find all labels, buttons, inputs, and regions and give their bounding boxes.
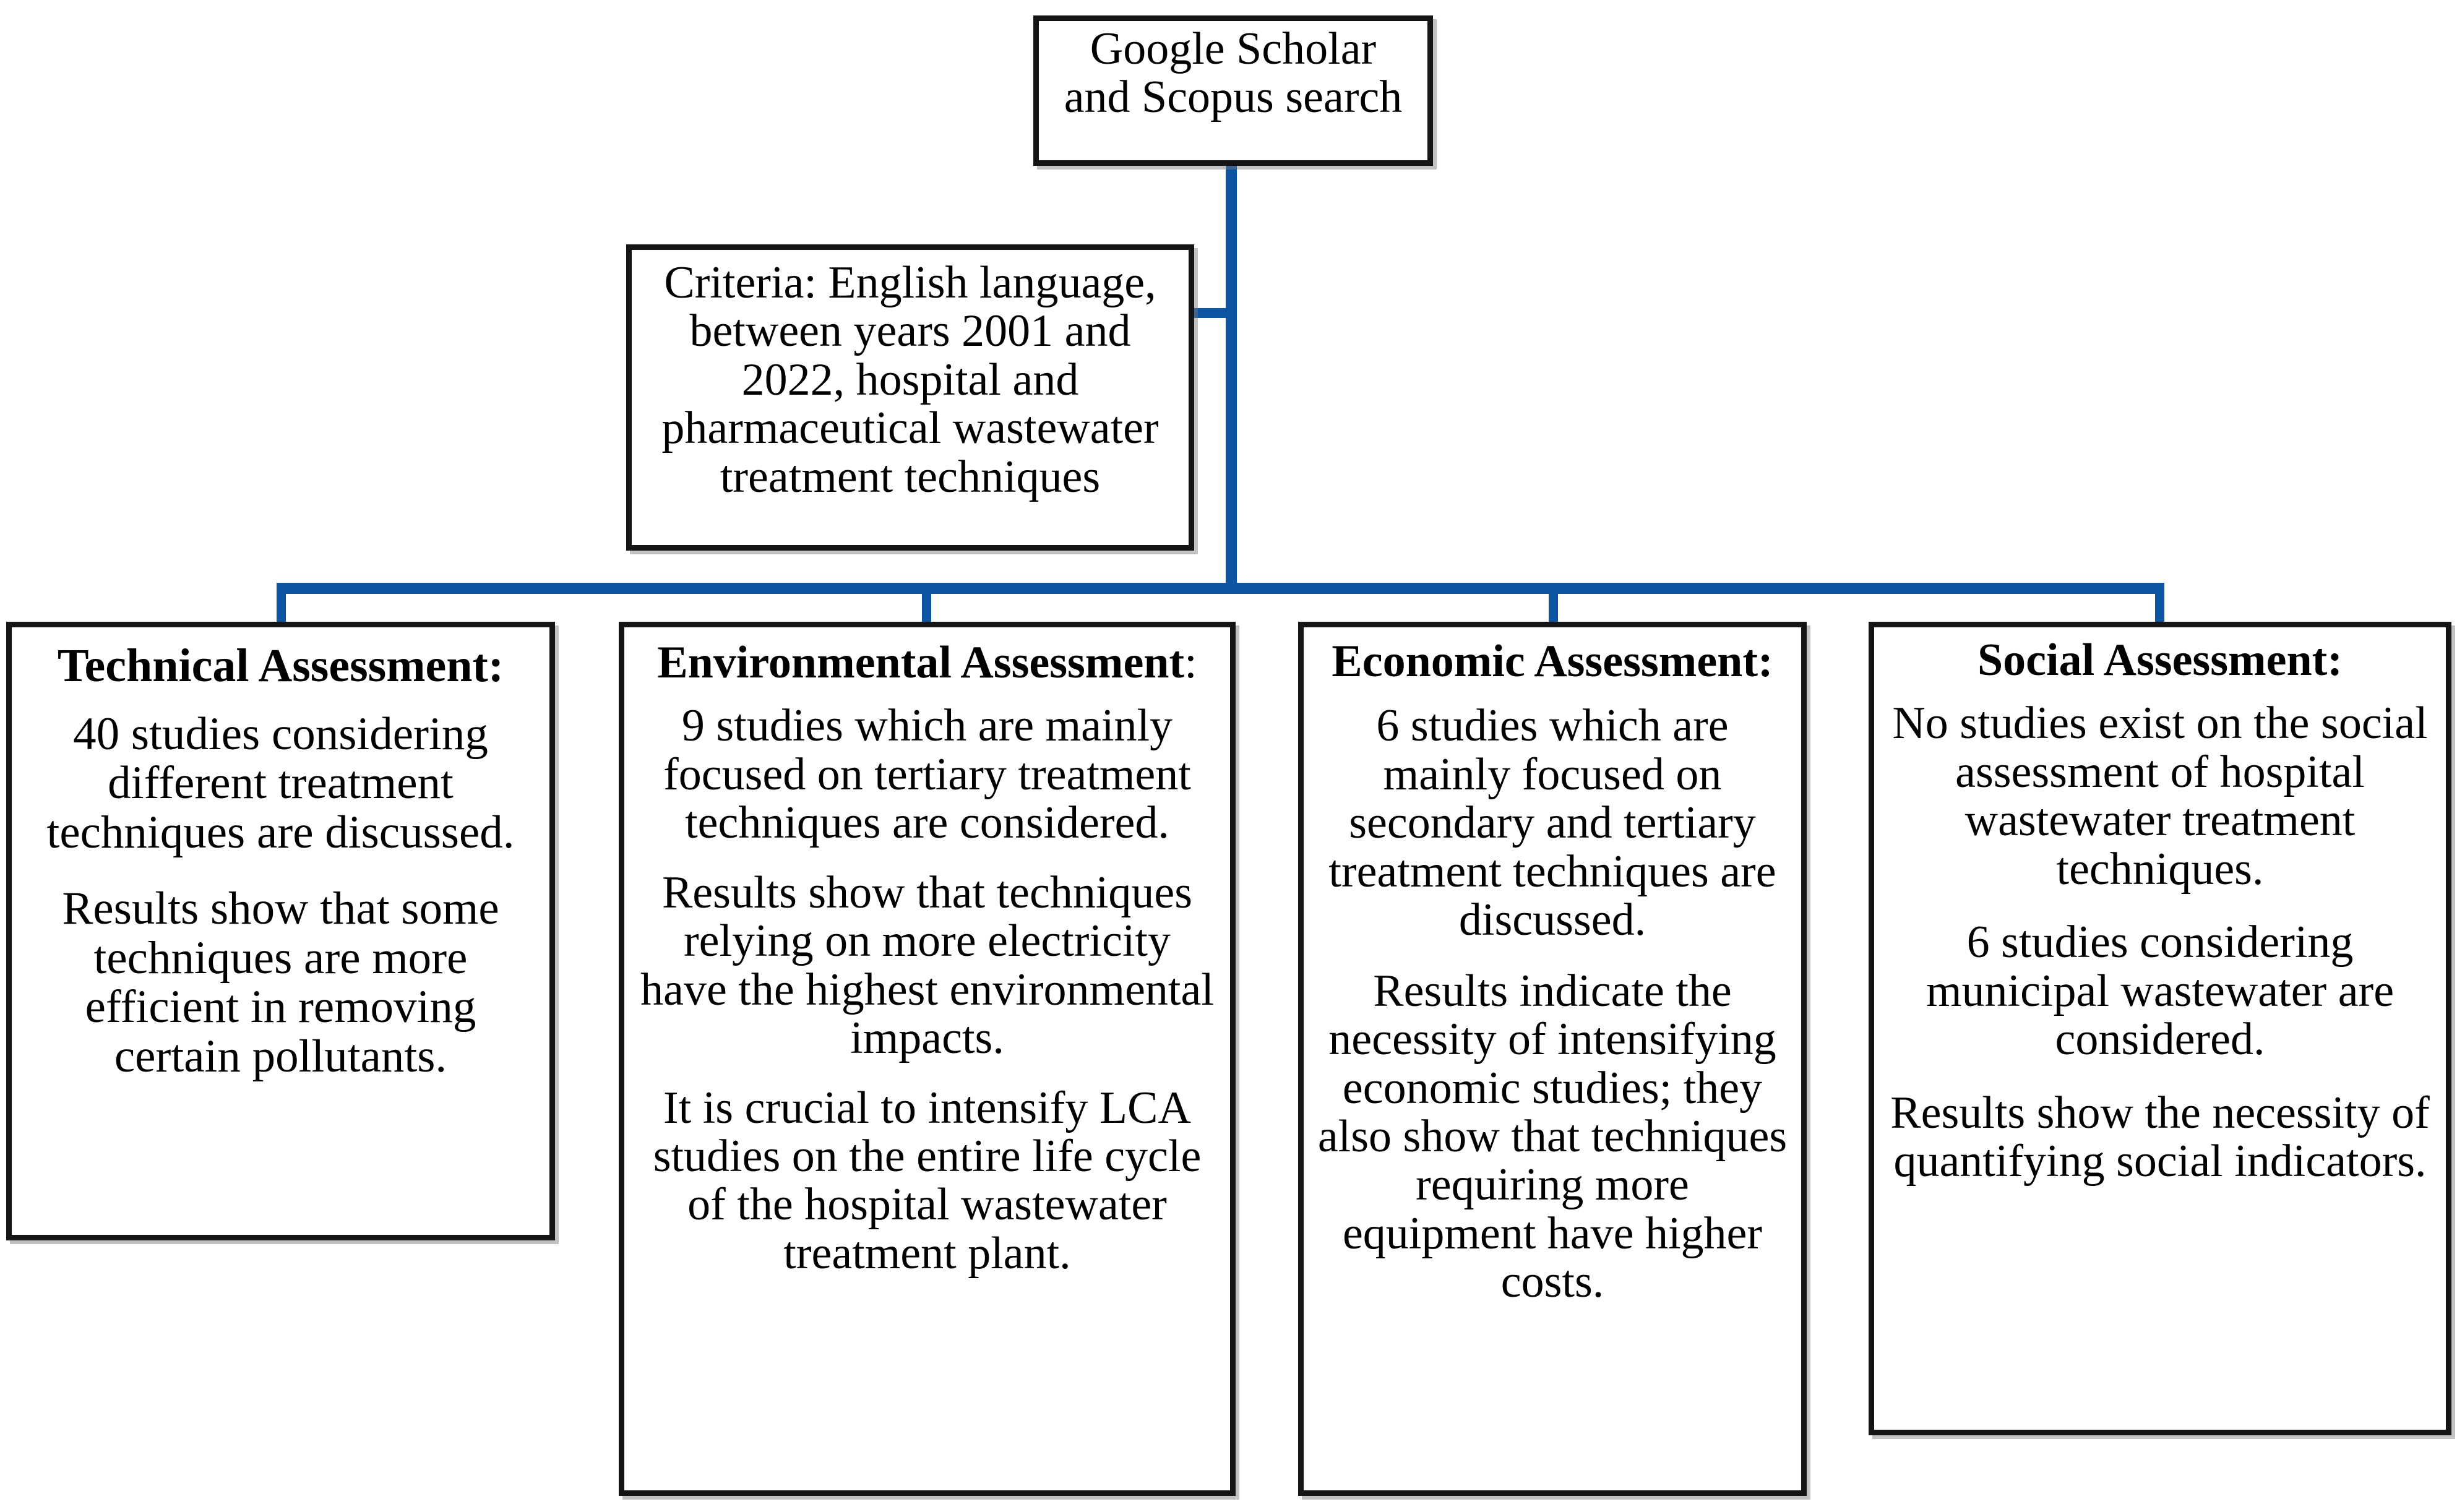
technical-paragraph-2: Results show that some techniques are more efficient in removing certain pollutants. [62, 883, 499, 1082]
economic-title [1332, 637, 1773, 685]
social-paragraph-1: No studies exist on the social assessment of hospital wastewater treatment techniques. [1892, 698, 2428, 895]
connector-criteria-stub [1194, 308, 1231, 318]
connector-drop-technical [277, 583, 286, 625]
economic-paragraph-1: 6 studies which are mainly focused on secondary and tertiary treatment techniques are discussed. [1328, 700, 1776, 946]
node-environmental-assessment[interactable] [619, 622, 1236, 1496]
connector-drop-environmental [922, 583, 931, 625]
environmental-title-bold: Environmental Assessment [657, 637, 1185, 688]
connector-drop-economic [1549, 583, 1558, 625]
criteria-line-2: between years 2001 and [689, 306, 1131, 357]
node-search-source[interactable] [1033, 15, 1433, 166]
node-criteria[interactable] [626, 244, 1194, 551]
node-social-assessment[interactable] [1869, 622, 2451, 1435]
environmental-title [657, 638, 1197, 687]
criteria-line-5: treatment techniques [720, 451, 1101, 502]
technical-title [58, 641, 504, 691]
social-paragraph-2: 6 studies considering municipal wastewater are considered. [1926, 917, 2395, 1065]
environmental-paragraph-1: 9 studies which are mainly focused on tertiary treatment techniques are considered. [663, 700, 1191, 849]
social-title [1977, 636, 2343, 684]
economic-title-bold: Economic Assessment: [1332, 636, 1773, 687]
connector-drop-social [2155, 583, 2164, 625]
criteria-line-3: 2022, hospital and [741, 354, 1079, 405]
technical-title-bold: Technical Assessment: [57, 640, 504, 692]
criteria-line-4: pharmaceutical wastewater [661, 403, 1159, 454]
social-paragraph-3: Results show the necessity of quantifying social indicators. [1890, 1087, 2430, 1187]
economic-paragraph-2: Results indicate the necessity of intensifying economic studies; they also show that techniques requiring more equipment have higher costs. [1317, 965, 1788, 1308]
social-title-bold: Social Assessment: [1977, 635, 2343, 685]
environmental-paragraph-2: Results show that techniques relying on more electricity have the highest environmental impacts. [640, 867, 1214, 1064]
node-technical-assessment[interactable] [6, 622, 555, 1240]
connector-root-spine [1226, 166, 1237, 593]
technical-paragraph-1: 40 studies considering different treatment techniques are discussed. [46, 708, 515, 858]
node-economic-assessment[interactable] [1298, 622, 1807, 1496]
connector-horizontal-bus [277, 583, 2164, 594]
criteria-line-1: Criteria: English language, [664, 257, 1156, 308]
environmental-paragraph-3: It is crucial to intensify LCA studies on the entire life cycle of the hospital wastewater treatment plant. [653, 1082, 1202, 1279]
root-line-2: and Scopus search [1064, 72, 1403, 123]
environmental-title-plain: : [1184, 637, 1197, 688]
root-line-1: Google Scholar [1090, 24, 1377, 74]
